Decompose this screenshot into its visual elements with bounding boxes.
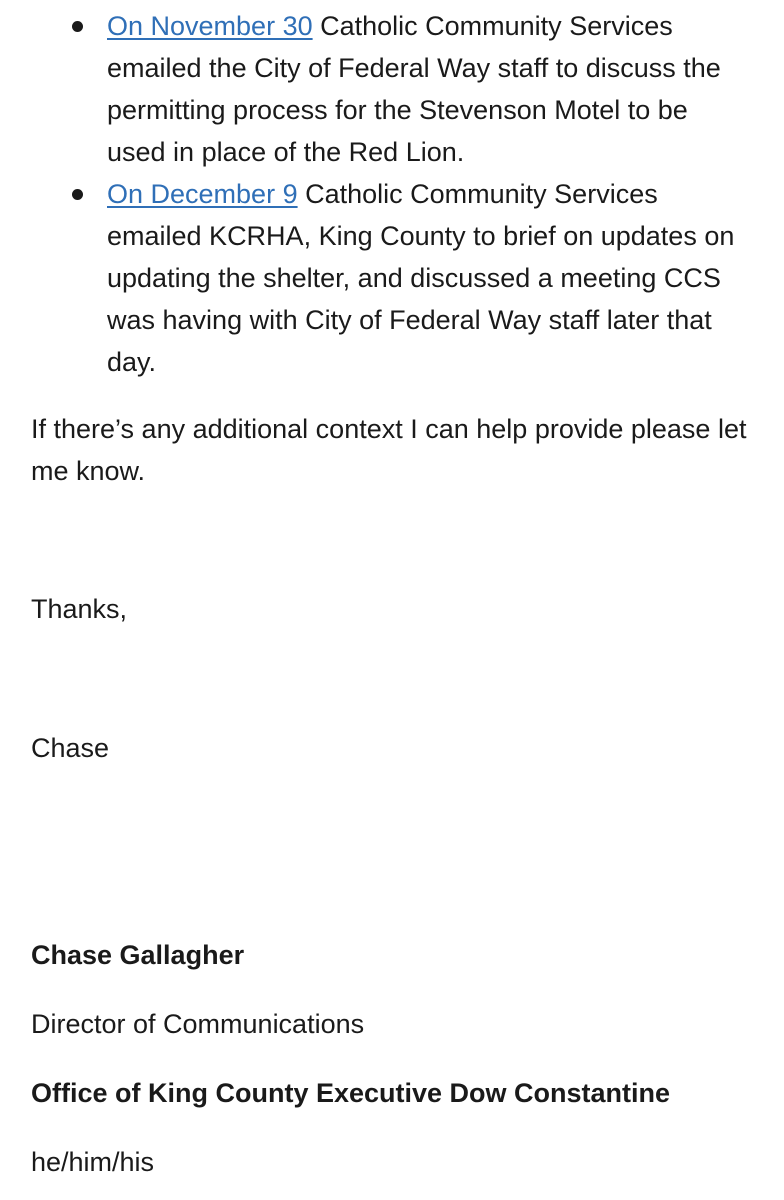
sign-name: Chase xyxy=(31,733,110,763)
bullet-text: Catholic Community Services emailed KCRHA, King County to brief on updates on updating the shelter, and discussed a meeting CCS was having with City of Federal Way staff later that day. xyxy=(107,179,735,377)
signature-name: Chase Gallagher xyxy=(31,940,245,970)
bullet-icon xyxy=(72,189,83,200)
bullet-list xyxy=(0,5,784,383)
date-link-dec-9[interactable]: On December 9 xyxy=(107,179,298,209)
signature-pronouns: he/him/his xyxy=(31,1147,155,1177)
list-item xyxy=(0,5,747,173)
bullet-text: Catholic Community Services emailed the City of Federal Way staff to discuss the permitting process for the Stevenson Motel to be used in place of the Red Lion. xyxy=(107,11,721,167)
context-paragraph: If there’s any additional context I can help provide please let me know. xyxy=(31,414,747,486)
closing-text: Thanks, xyxy=(31,594,128,624)
signature-title: Director of Communications xyxy=(31,1009,365,1039)
list-item xyxy=(0,173,747,383)
date-link-nov-30[interactable]: On November 30 xyxy=(107,11,313,41)
signature-office: Office of King County Executive Dow Constantine xyxy=(31,1078,671,1108)
bullet-icon xyxy=(72,21,83,32)
